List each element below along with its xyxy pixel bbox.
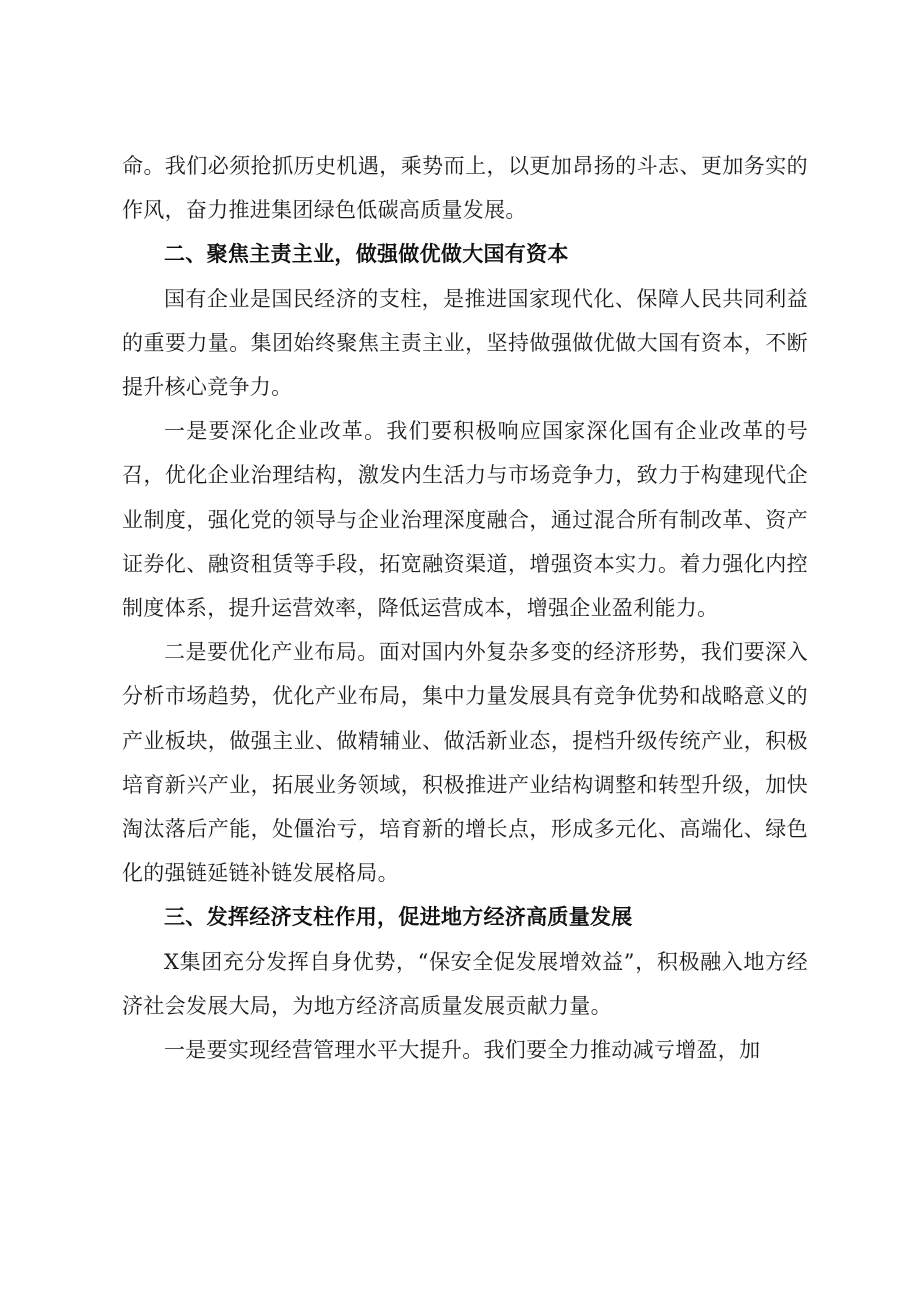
paragraph-group-advantage: X集团充分发挥自身优势，“保安全促发展增效益”，积极融入地方经济社会发展大局，为地方经济高质量发展贡献力量。 [122, 949, 808, 1018]
paragraph-deepen-reform: 一是要深化企业改革。我们要积极响应国家深化国有企业改革的号召，优化企业治理结构，激发内生活力与市场竞争力，致力于构建现代企业制度，强化党的领导与企业治理深度融合，通过混合所有制改革、资产证券化、融资租赁等手段，拓宽融资渠道，增强资本实力。着力强化内控制度体系，提升运营效率，降低运营成本，增强企业盈利能力。 [122, 419, 808, 621]
document-body [122, 144, 808, 1072]
section-heading-3: 三、发挥经济支柱作用，促进地方经济高质量发展 [164, 905, 633, 930]
section-heading-2: 二、聚焦主责主业，做强做优做大国有资本 [164, 242, 569, 267]
paragraph-optimize-layout: 二是要优化产业布局。面对国内外复杂多变的经济形势，我们要深入分析市场趋势，优化产业布局，集中力量发展具有竞争优势和战略意义的产业板块，做强主业、做精辅业、做活新业态，提档升级传统产业，积极培育新兴产业，拓展业务领域，积极推进产业结构调整和转型升级，加快淘汰落后产能，处僵治亏，培育新的增长点，形成多元化、高端化、绿色化的强链延链补链发展格局。 [122, 640, 808, 886]
paragraph-management-upgrade: 一是要实现经营管理水平大提升。我们要全力推动减亏增盈，加 [164, 1038, 761, 1063]
paragraph-state-enterprise: 国有企业是国民经济的支柱，是推进国家现代化、保障人民共同利益的重要力量。集团始终聚焦主责主业，坚持做强做优做大国有资本，不断提升核心竞争力。 [122, 286, 808, 400]
paragraph-continuation: 命。我们必须抢抓历史机遇，乘势而上，以更加昂扬的斗志、更加务实的作风，奋力推进集团绿色低碳高质量发展。 [122, 154, 808, 223]
